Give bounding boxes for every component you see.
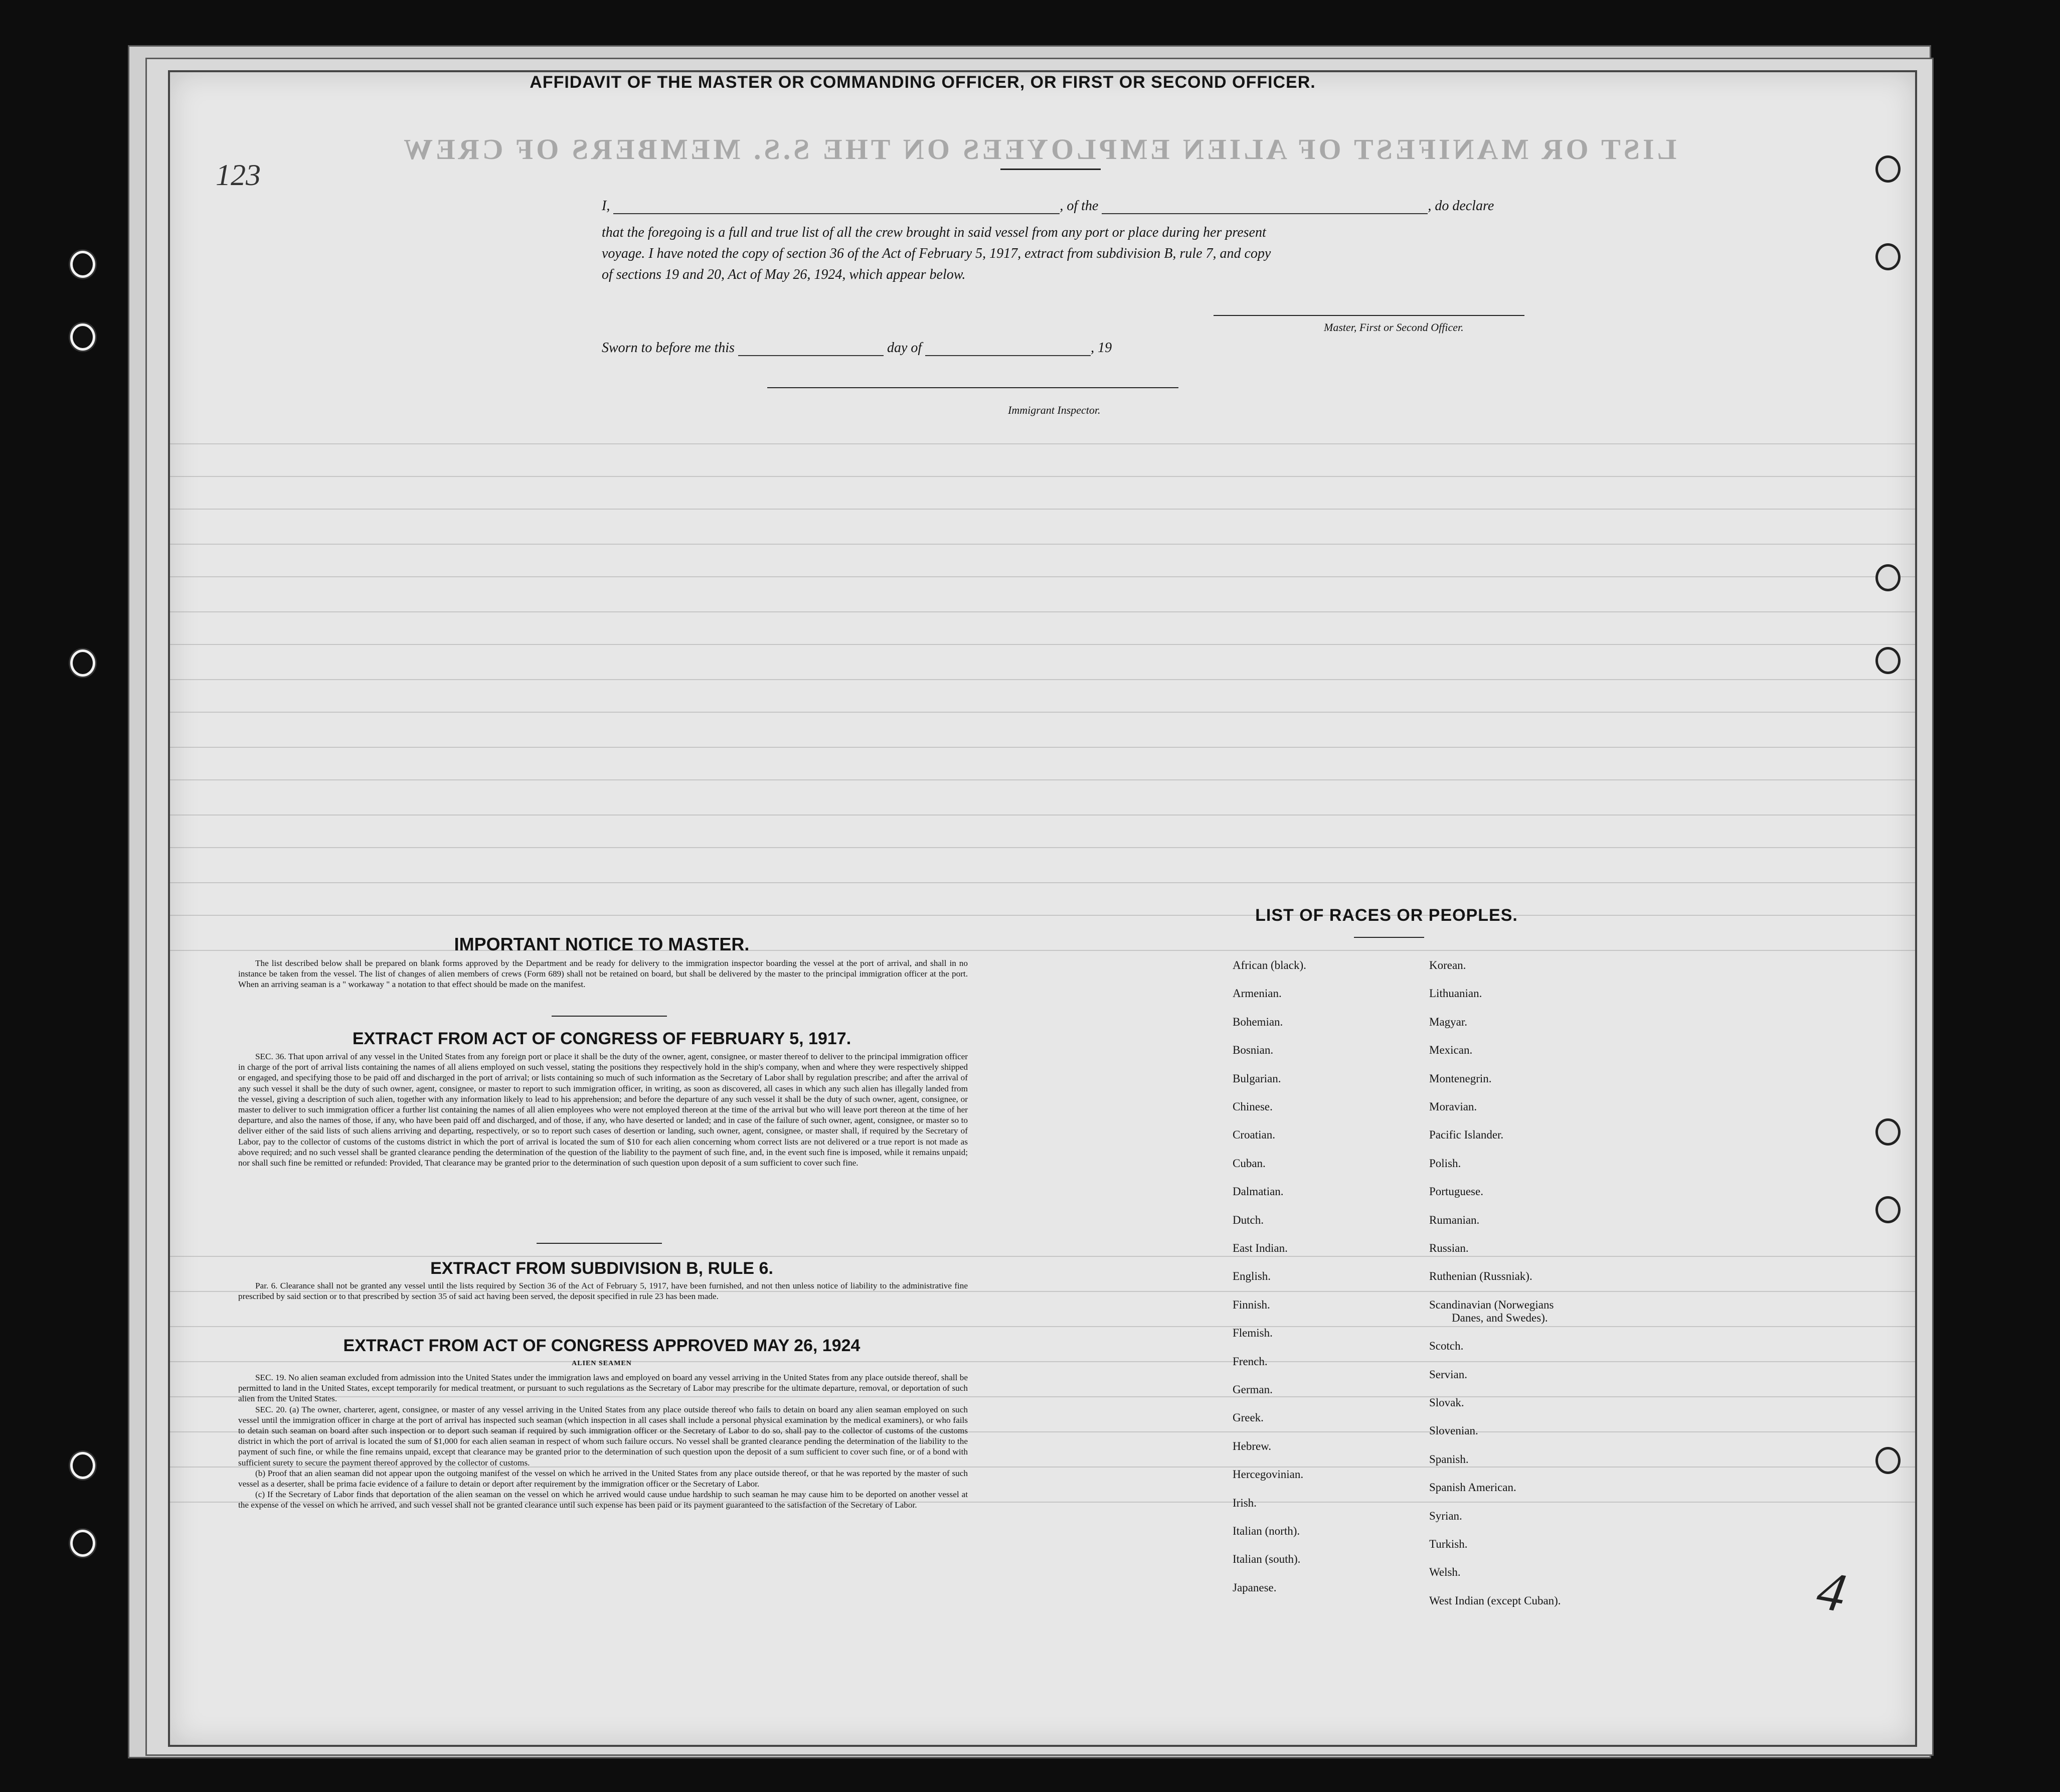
- name-blank[interactable]: [613, 200, 1060, 214]
- master-caption: Master, First or Second Officer.: [1324, 321, 1464, 334]
- race-item: Magyar.: [1429, 1015, 1468, 1028]
- race-item: Chinese.: [1233, 1100, 1273, 1113]
- race-item: Ruthenian (Russniak).: [1429, 1270, 1532, 1283]
- sec20b-paragraph: (b) Proof that an alien seaman did not appear upon the outgoing manifest of the vessel on which he arrived in the United States from any place outside thereof, or that he was reported by the master of such vessel as a deserter, shall be prima facie evidence of a failure to detain or deport after requirement by the immigration officer or the Secretary of Labor.: [238, 1468, 968, 1489]
- sworn-line: [602, 340, 1112, 356]
- sec36-paragraph: SEC. 36. That upon arrival of any vessel in the United States from any foreign port or place it shall be the duty of the owner, agent, consignee, or master thereof to deliver to the principal immigration officer in charge of the port of arrival lists containing the names of all aliens employed on such vessel, stating the positions they respectively hold in the ship's company, when and where they were respectively shipped or engaged, and specifying those to be paid off and discharged in the port of arrival; or lists containing so much of such information as the Secretary of Labor shall by regulation prescribe; and after the arrival of any such vessel it shall be the duty of such owner, agent, consignee, or master to report to such immigration officer, in writing, as soon as discovered, all cases in which any such alien has illegally landed from the vessel, giving a description of such alien, together with any information likely to lead to his apprehension; and before the departure of any such vessel it shall be the duty of such owner, agent, consignee, or master to deliver to such immigration officer a further list containing the names of all alien employees who were not employed thereon at the time of the arrival but who will leave port thereon at the time of her departure, and also the names of those, if any, who have been paid off and discharged, and of those, if any, who have deserted or landed; and in case of the failure of such owner, agent, consignee, or master so to deliver either of the said lists of such aliens arriving and departing, respectively, or so to report such cases of desertion or landing, such owner, agent, consignee, or master shall, if required by the Secretary of Labor, pay to the collector of customs of the customs district in which the port of arrival is located the sum of $10 for each alien concerning whom correct lists are not delivered or a true report is not made as above required; and no such vessel shall be granted clearance pending the determination of the question of the liability to the payment of such fine, and, in the event such fine is imposed, while it remains unpaid; nor shall such fine be remitted or refunded: Provided, That clearance may be granted prior to the determination of such question upon deposit of a sum sufficient to cover such fine.: [238, 1052, 968, 1168]
- race-item: Welsh.: [1429, 1566, 1461, 1579]
- sworn-day-of: day of: [887, 340, 922, 356]
- race-item: Hebrew.: [1233, 1439, 1272, 1452]
- binder-hole-icon: [70, 323, 95, 351]
- inspector-caption: Immigrant Inspector.: [1008, 404, 1101, 416]
- race-item: Greek.: [1233, 1411, 1264, 1424]
- race-item: Bohemian.: [1233, 1015, 1283, 1028]
- race-item: French.: [1233, 1355, 1268, 1368]
- master-signature-line[interactable]: [1214, 315, 1524, 316]
- race-item: African (black).: [1233, 959, 1306, 971]
- race-item: Montenegrin.: [1429, 1072, 1492, 1085]
- divider: [1354, 937, 1424, 938]
- race-item: Dutch.: [1233, 1213, 1264, 1226]
- race-item: Polish.: [1429, 1157, 1461, 1170]
- sec20a-paragraph: SEC. 20. (a) The owner, charterer, agent, consignee, or master of any vessel arriving in the United States from any place outside thereof who fails to detain on board any alien seaman employed on such vessel until the immigration officer in charge at the port of arrival has inspected such seaman (which inspection in all cases shall include a personal physical examination by the medical examiners), or who fails to detain such seaman on board after such inspection or to deport such seaman if required by such immigration officer or the Secretary of Labor to do so, shall pay to the collector of customs of the customs district in which the port of arrival is located the sum of $1,000 for each alien seaman in respect of whom such failure occurs. No vessel shall be granted clearance pending the determination of the liability to the payment of such fine, or while the fine remains unpaid, except that clearance may be granted prior to the determination of such question upon the deposit of a sum sufficient to cover such fine, or of a bond with sufficient surety to secure the payment thereof approved by the collector of customs.: [238, 1404, 968, 1468]
- binder-hole-icon: [70, 1530, 95, 1557]
- notice-text: [238, 958, 968, 990]
- race-item: Mexican.: [1429, 1044, 1473, 1057]
- race-item: Cuban.: [1233, 1157, 1266, 1170]
- extract-1917-text: [238, 1051, 968, 1168]
- race-item: Bosnian.: [1233, 1044, 1274, 1057]
- alien-seamen-subhead: ALIEN SEAMEN: [572, 1360, 632, 1367]
- race-item: Turkish.: [1429, 1538, 1468, 1550]
- affidavit-line-1: [602, 198, 1494, 214]
- extract-rule6-text: [238, 1280, 968, 1301]
- race-item: Lithuanian.: [1429, 987, 1482, 1000]
- race-item: Flemish.: [1233, 1327, 1273, 1340]
- binder-hole-icon: [1875, 243, 1901, 270]
- races-title: LIST OF RACES OR PEOPLES.: [1255, 906, 1518, 925]
- sec20c-paragraph: (c) If the Secretary of Labor finds that deportation of the alien seaman on the vessel on which he arrived would cause undue hardship to such seaman he may cause him to be deported on another vessel at the expense of the vessel on which he arrived, and such vessel shall not be granted clearance until such expense has been paid or its payment guaranteed to the satisfaction of the Secretary of Labor.: [238, 1490, 968, 1510]
- bleed-through-header: LIST OR MANIFEST OF ALIEN EMPLOYEES ON THE S.S. MEMBERS OF CREW: [401, 133, 1677, 166]
- sworn-prefix: Sworn to before me this: [602, 340, 735, 356]
- affidavit-declare: , do declare: [1428, 198, 1494, 214]
- race-item: Spanish American.: [1429, 1481, 1516, 1494]
- binder-hole-icon: [70, 251, 95, 278]
- extract-1924-title: EXTRACT FROM ACT OF CONGRESS APPROVED MAY 26, 1924: [343, 1336, 861, 1355]
- binder-hole-icon: [1875, 1447, 1901, 1474]
- race-item: Russian.: [1429, 1242, 1469, 1254]
- binder-hole-icon: [70, 649, 95, 677]
- race-item: East Indian.: [1233, 1242, 1288, 1254]
- affidavit-of-the: , of the: [1060, 198, 1099, 214]
- race-item: West Indian (except Cuban).: [1429, 1594, 1561, 1607]
- sworn-month-blank[interactable]: [925, 342, 1091, 356]
- race-item: Irish.: [1233, 1496, 1257, 1509]
- race-item: Spanish.: [1429, 1452, 1469, 1465]
- race-item: Servian.: [1429, 1368, 1468, 1381]
- race-item: Dalmatian.: [1233, 1185, 1284, 1198]
- race-item: Italian (north).: [1233, 1525, 1300, 1537]
- rule6-paragraph: Par. 6. Clearance shall not be granted any vessel until the lists required by Section 36 of the Act of February 5, 1917, have been furnished, and not then unless notice of liability to the administrative fine prescribed by said section or to that prescribed by section 35 of said act having been served, the deposit specified in rule 23 has been made.: [238, 1281, 968, 1301]
- notice-paragraph: The list described below shall be prepared on blank forms approved by the Department and be ready for delivery to the immigration inspector boarding the vessel at the port of arrival, and shall in no instance be taken from the vessel. The list of changes of alien members of crews (Form 689) shall not be retained on board, but shall be delivered by the master to the principal immigration officer at the port. When an arriving seaman is a " workaway " a notation to that effect should be made on the manifest.: [238, 958, 968, 990]
- race-item: Italian (south).: [1233, 1553, 1301, 1566]
- vessel-blank[interactable]: [1102, 200, 1428, 214]
- race-item: Pacific Islander.: [1429, 1128, 1504, 1142]
- handwritten-mark: 4: [1812, 1559, 1851, 1624]
- race-item: Portuguese.: [1429, 1185, 1483, 1198]
- sworn-date-blank[interactable]: [738, 342, 884, 356]
- race-item: Danes, and Swedes).: [1452, 1311, 1548, 1324]
- race-item: Syrian.: [1429, 1509, 1462, 1522]
- extract-rule6-title: EXTRACT FROM SUBDIVISION B, RULE 6.: [430, 1259, 773, 1278]
- binder-hole-icon: [1875, 1118, 1901, 1146]
- divider: [1000, 169, 1101, 170]
- race-item: Scandinavian (Norwegians: [1429, 1298, 1554, 1311]
- divider: [552, 1016, 667, 1017]
- binder-hole-icon: [1875, 155, 1901, 183]
- race-item: Croatian.: [1233, 1128, 1275, 1142]
- race-item: Moravian.: [1429, 1100, 1477, 1113]
- race-item: Slovenian.: [1429, 1424, 1478, 1437]
- binder-hole-icon: [1875, 564, 1901, 591]
- affidavit-line-3: voyage. I have noted the copy of section 36 of the Act of February 5, 1917, extract from subdivision B, rule 7, and copy: [602, 246, 1271, 261]
- affidavit-line-2: that the foregoing is a full and true list of all the crew brought in said vessel from any port or place during her present: [602, 225, 1266, 240]
- sec19-paragraph: SEC. 19. No alien seaman excluded from admission into the United States under the immigration laws and employed on board any vessel arriving in the United States from any place outside thereof, shall be permitted to land in the United States, except temporarily for medical treatment, or pursuant to such regulations as the Secretary of Labor may prescribe for the ultimate departure, removal, or deportation of such alien from the United States.: [238, 1373, 968, 1404]
- extract-1924-text: [238, 1372, 968, 1511]
- race-item: Hercegovinian.: [1233, 1468, 1304, 1481]
- affidavit-line-4: of sections 19 and 20, Act of May 26, 1924, which appear below.: [602, 267, 966, 282]
- inspector-signature-line[interactable]: [767, 387, 1178, 388]
- affidavit-i: I,: [602, 198, 610, 214]
- binder-hole-icon: [1875, 647, 1901, 674]
- notice-title: IMPORTANT NOTICE TO MASTER.: [454, 934, 750, 954]
- extract-1917-title: EXTRACT FROM ACT OF CONGRESS OF FEBRUARY 5, 1917.: [352, 1029, 851, 1048]
- stamp-number: 123: [216, 158, 261, 192]
- race-item: English.: [1233, 1270, 1271, 1283]
- sworn-year: , 19: [1091, 340, 1112, 356]
- race-item: German.: [1233, 1383, 1273, 1396]
- race-item: Scotch.: [1429, 1340, 1464, 1353]
- race-item: Slovak.: [1429, 1396, 1464, 1409]
- race-item: Finnish.: [1233, 1298, 1270, 1311]
- race-item: Rumanian.: [1429, 1213, 1480, 1226]
- divider: [537, 1243, 662, 1244]
- affidavit-title: AFFIDAVIT OF THE MASTER OR COMMANDING OFFICER, OR FIRST OR SECOND OFFICER.: [530, 73, 1316, 92]
- binder-hole-icon: [70, 1452, 95, 1479]
- binder-hole-icon: [1875, 1196, 1901, 1223]
- race-item: Korean.: [1429, 959, 1466, 971]
- race-item: Armenian.: [1233, 987, 1282, 1000]
- race-item: Bulgarian.: [1233, 1072, 1281, 1085]
- race-item: Japanese.: [1233, 1581, 1277, 1594]
